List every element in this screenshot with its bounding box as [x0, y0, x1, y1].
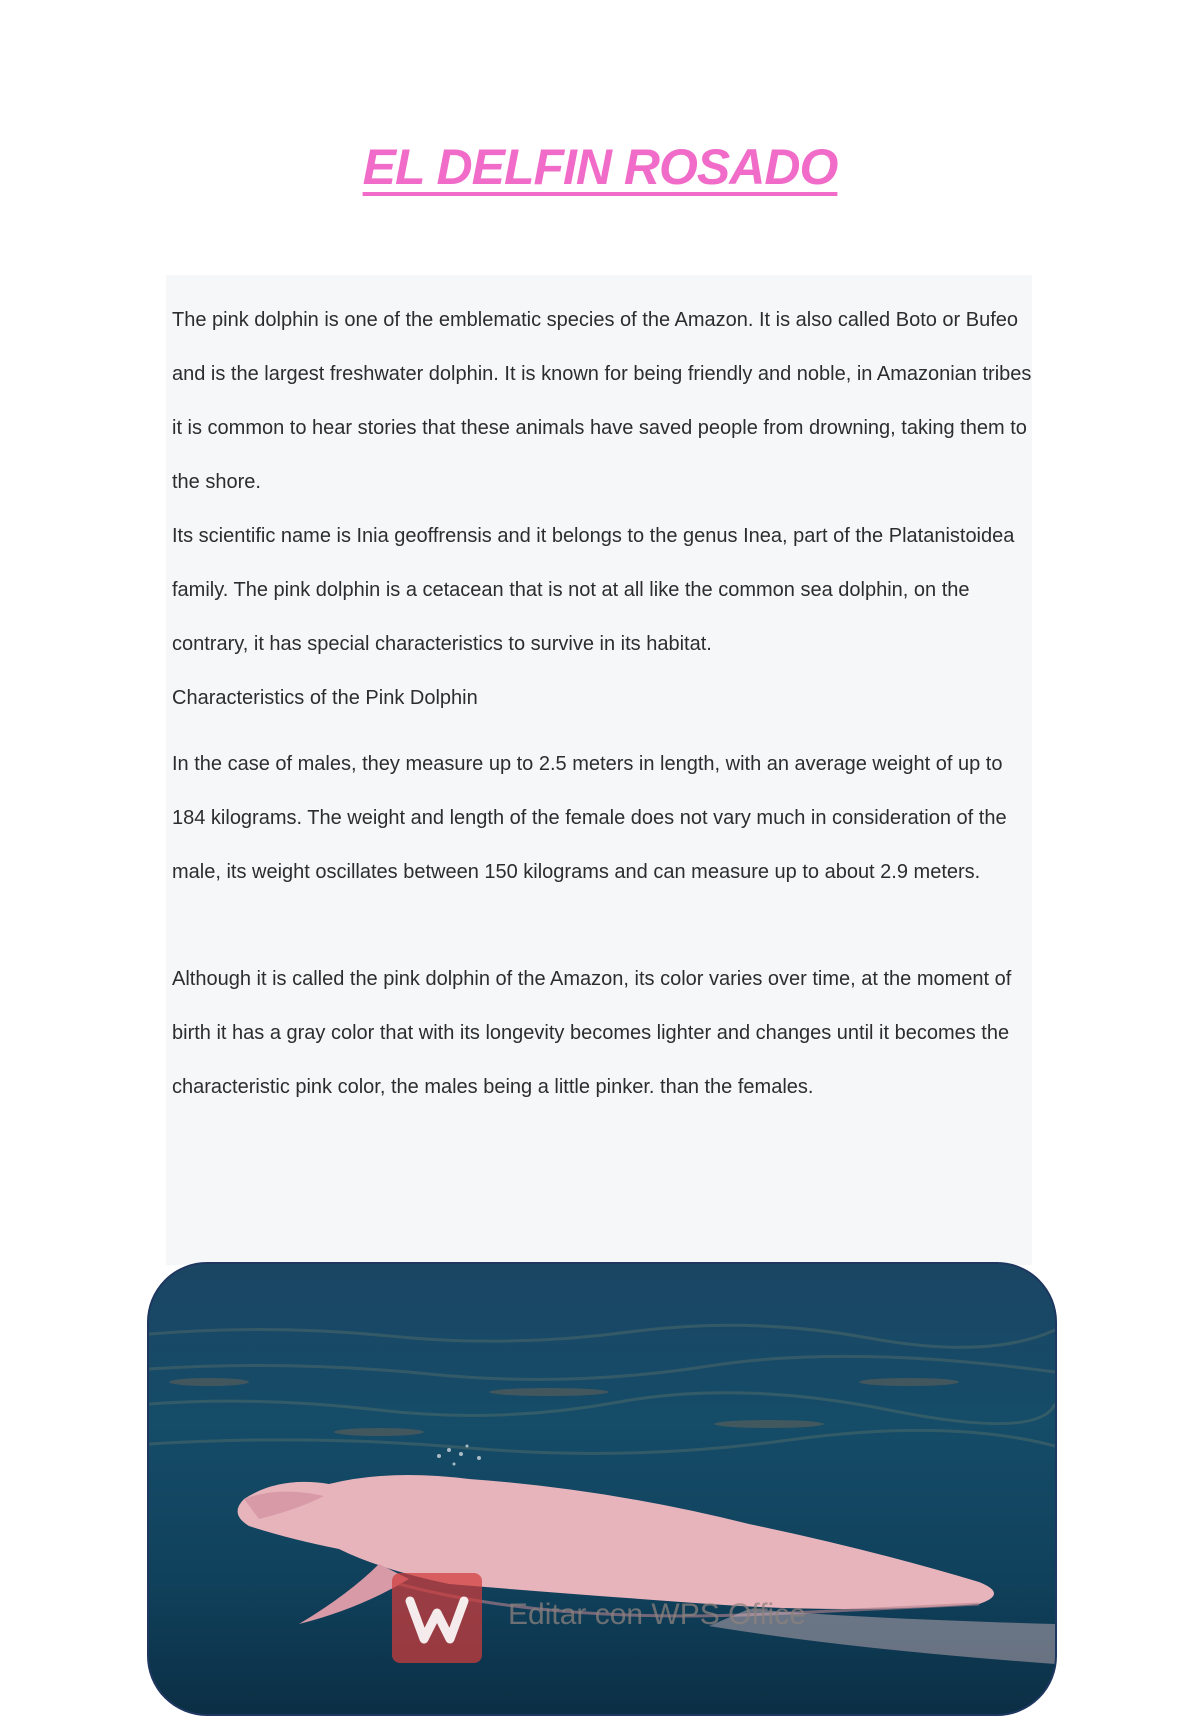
document-title: EL DELFIN ROSADO	[362, 139, 838, 195]
wps-logo-icon	[392, 1573, 482, 1663]
wps-watermark-text: Editar con WPS Office	[508, 1598, 806, 1631]
paragraph-intro: The pink dolphin is one of the emblematic species of the Amazon. It is also called Boto or Bufeo and is the largest freshwater dolphin. It is known for being friendly and noble, in Amazonian tribes it is common to hear stories that these animals have saved people from drowning, taking them to the shore.	[172, 309, 1032, 493]
pink-dolphin-photo	[147, 1262, 1057, 1716]
paragraph-size-weight: In the case of males, they measure up to 2.5 meters in length, with an average weight of up to 184 kilograms. The weight and length of the female does not vary much in consideration of the male, its weight oscillates between 150 kilograms and can measure up to about 2.9 meters.	[172, 753, 1007, 883]
section-heading-characteristics: Characteristics of the Pink Dolphin	[172, 687, 478, 709]
paragraph-scientific-name: Its scientific name is Inia geoffrensis and it belongs to the genus Inea, part of the Platanistoidea family. The pink dolphin is a cetacean that is not at all like the common sea dolphin, on the contrary, it has special characteristics to survive in its habitat.	[172, 525, 1015, 655]
paragraph-color: Although it is called the pink dolphin of the Amazon, its color varies over time, at the moment of birth it has a gray color that with its longevity becomes lighter and changes until it becomes the characteristic pink color, the males being a little pinker. than the females.	[172, 968, 1012, 1098]
